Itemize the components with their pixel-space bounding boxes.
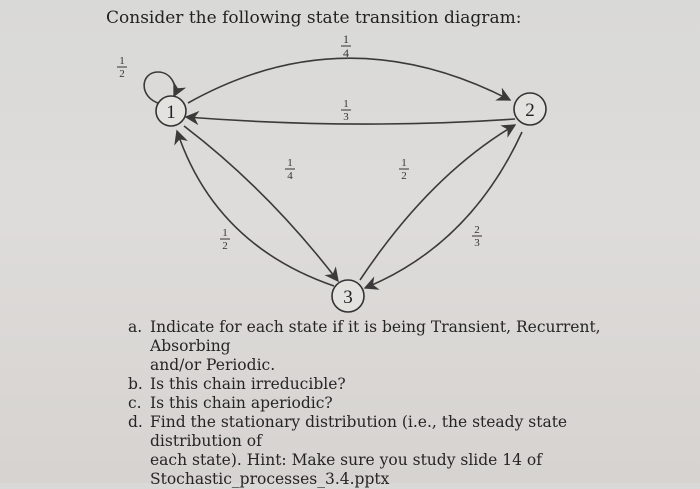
svg-text:3: 3 [474,237,480,249]
prob-label-2-1 [341,98,351,123]
question-letter: d. [128,413,143,431]
question-text: each state). Hint: Make sure you study slide 14 of [150,451,542,469]
edge-1-to-2 [188,58,510,103]
svg-text:2: 2 [222,240,228,252]
prob-label-3-2 [399,157,409,182]
svg-text:2: 2 [525,100,535,121]
state-node-3 [332,280,364,312]
question-c [128,394,648,413]
svg-text:1: 1 [166,102,176,123]
question-letter: a. [128,318,143,336]
svg-text:4: 4 [343,46,349,60]
problem-statement: Consider the following state transition diagram: [106,8,522,28]
svg-text:1: 1 [401,157,407,169]
svg-text:1: 1 [343,32,349,46]
prob-label-self-1 [117,55,127,80]
question-list [128,318,648,489]
edge-1-to-3 [184,126,338,281]
edge-3-to-1 [177,131,334,286]
svg-text:2: 2 [401,170,407,182]
svg-text:3: 3 [343,287,353,308]
state-node-2 [514,93,546,125]
question-text: Stochastic_processes_3.4.pptx [150,470,390,488]
edge-2-to-3 [365,132,522,288]
question-text: Is this chain aperiodic? [150,394,333,412]
question-letter: c. [128,394,142,412]
question-text: and/or Periodic. [150,356,276,374]
question-d [128,413,648,489]
svg-text:1: 1 [119,55,125,67]
prob-label-1-2 [341,32,351,60]
svg-text:1: 1 [287,157,293,169]
question-b [128,375,648,394]
edge-3-to-2 [360,125,515,280]
svg-text:2: 2 [119,68,125,80]
question-text: Find the stationary distribution (i.e., the steady state distribution of [150,413,568,450]
question-letter: b. [128,375,143,393]
question-text: Indicate for each state if it is being Transient, Recurrent, Absorbing [150,318,601,355]
svg-text:4: 4 [287,170,293,182]
question-text: Is this chain irreducible? [150,375,346,393]
prob-label-3-1 [220,227,230,252]
question-a [128,318,648,375]
svg-text:2: 2 [474,224,480,236]
svg-text:1: 1 [222,227,228,239]
svg-text:3: 3 [343,111,349,123]
state-node-1 [156,96,186,126]
svg-text:1: 1 [343,98,349,110]
prob-label-2-3 [472,224,482,249]
prob-label-1-3 [285,157,295,182]
edge-2-to-1 [186,117,515,124]
